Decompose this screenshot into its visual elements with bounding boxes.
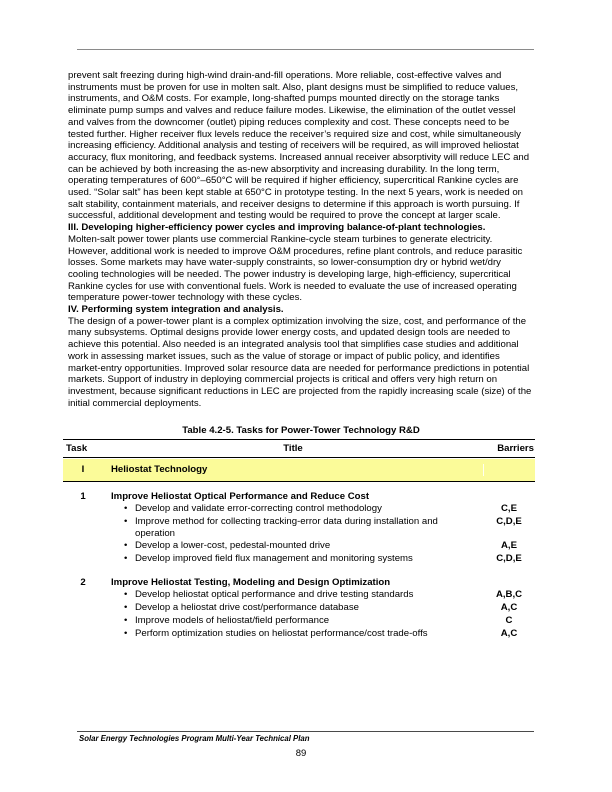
task-number: 1	[80, 490, 86, 502]
paragraph-system-integration: The design of a power-tower plant is a complex optimization involving the size, cost, and performance of the many subsystems. Optimal designs provide lower energy costs, and updated design tools are needed to achieve this potential. Also needed is an integrated analysis tool that simplifies case studies and additional work in assessing market issues, such as the value of storage or impact of public policy, and identifies market-entry opportunities. Improved solar resource data are needed for performance predictions in potential markets. Support of industry in deploying commercial projects is critical and offers very high return on investment, because significant reductions in LEC are projected from the rapidly increasing scale (size) of the initial commercial deployments.	[68, 315, 532, 409]
subtask-barriers: C,D,E	[496, 553, 522, 565]
subtask-barriers: C,E	[501, 503, 517, 515]
subtask-number-cell	[63, 503, 103, 515]
paragraph-power-cycles: Molten-salt power tower plants use commercial Rankine-cycle steam turbines to generate electricity. However, additional work is needed to improve O&M procedures, refine plant controls, and reduce parasitic losses. Some markets may have water-supply constraints, so lower-consumption dry or hybrid wet/dry cooling technologies will be needed. The power industry is developing large, high-efficiency, supercritical Rankine cycles for use with conventional fuels. Work is needed to evaluate the use of increased operating temperature power-tower technology with these cycles.	[68, 233, 523, 304]
subtask-number-cell	[63, 628, 103, 640]
subtask-number-cell	[63, 540, 103, 552]
subtask-row	[63, 540, 535, 552]
task-header-row	[63, 491, 535, 503]
subtask-row	[63, 628, 535, 640]
subtask-row	[63, 503, 535, 515]
column-header-barriers: Barriers	[497, 443, 534, 455]
task-items	[63, 503, 535, 565]
column-header-task: Task	[66, 443, 88, 455]
task-items	[63, 589, 535, 639]
subtask-row	[63, 553, 535, 565]
footer-document-title: Solar Energy Technologies Program Multi-Year Technical Plan	[79, 734, 310, 743]
task-barriers-cell	[483, 491, 535, 503]
task-barriers-cell	[483, 577, 535, 589]
subtask-row	[63, 516, 535, 539]
subtask-number-cell	[63, 615, 103, 627]
subtask-barriers: A,C	[500, 602, 518, 614]
subtask-text: • Develop and validate error-correcting control methodology	[103, 503, 483, 515]
section-numeral: I	[81, 463, 85, 475]
section-barriers-cell	[483, 464, 535, 476]
subtask-text: • Perform optimization studies on heliostat performance/cost trade-offs	[103, 628, 483, 640]
subtask-row	[63, 615, 535, 627]
subtask-text: • Improve models of heliostat/field performance	[103, 615, 483, 627]
subtask-text: • Develop a lower-cost, pedestal-mounted drive	[103, 540, 483, 552]
task-header-row	[63, 577, 535, 589]
rd-tasks-table	[63, 439, 535, 639]
subtask-row	[63, 589, 535, 601]
subtask-barriers: C	[505, 614, 513, 626]
subtask-barriers: A,E	[501, 540, 517, 552]
task-number: 2	[80, 576, 86, 588]
page-number: 89	[295, 748, 307, 759]
subtask-text: • Develop improved field flux management and monitoring systems	[103, 553, 483, 565]
table-task-group	[63, 577, 535, 640]
subtask-barriers: A,B,C	[495, 589, 523, 601]
table-header-row	[63, 440, 535, 458]
table-body	[63, 491, 535, 640]
table-task-group	[63, 491, 535, 565]
task-title: Improve Heliostat Testing, Modeling and Design Optimization	[111, 576, 391, 588]
column-header-title: Title	[283, 443, 303, 455]
table-section-row	[63, 459, 535, 482]
section-heading-3: III. Developing higher-efficiency power cycles and improving balance-of-plant technologies.	[68, 222, 486, 234]
subtask-number-cell	[63, 516, 103, 539]
subtask-number-cell	[63, 589, 103, 601]
subtask-text: • Develop a heliostat drive cost/performance database	[103, 602, 483, 614]
subtask-row	[63, 602, 535, 614]
subtask-text: • Improve method for collecting tracking-error data during installation and operation	[103, 516, 483, 539]
subtask-barriers: C,D,E	[496, 515, 522, 527]
paragraph-receiver-development: prevent salt freezing during high-wind drain-and-fill operations. More reliable, cost-effective valves and instruments must be proven for use in molten salt. Also, plant designs must be simplified to reduce values, instruments, and O&M costs. For example, long-shafted pumps mounted directly on the storage tanks eliminate pump sumps and valves and reduce failure modes. Likewise, the elimination of the outlet vessel and valves from the downcomer (outlet) piping reduces complexity and cost. These concepts need to be tested further. Higher receiver flux levels reduce the receiver’s required size and cost, while simultaneously increasing efficiency. Additional analysis and testing of receivers will be required, as will improved heliostat accuracy, flux monitoring, and feedback systems. Increased annual receiver absorptivity will reduce LEC and can be achieved by both increasing the as-new absorptivity and increasing durability. In the long term, operating temperatures of 600°–650°C will be required if higher efficiency, supercritical Rankine cycles are used. “Solar salt” has been kept stable at 650°C in prototype testing. In the next 5 years, work is needed on salt stability, containment materials, and receiver designs to determine if this approach is worth pursuing. If successful, additional development and testing would be required to prove the concept at larger scale.	[68, 70, 530, 222]
header-rule	[77, 49, 534, 50]
page-body	[68, 70, 534, 639]
task-title: Improve Heliostat Optical Performance and Reduce Cost	[111, 490, 370, 502]
subtask-number-cell	[63, 553, 103, 565]
section-title: Heliostat Technology	[111, 463, 208, 475]
footer-rule	[77, 731, 534, 732]
subtask-number-cell	[63, 602, 103, 614]
subtask-text: • Develop heliostat optical performance and drive testing standards	[103, 589, 483, 601]
subtask-barriers: A,C	[500, 627, 518, 639]
section-heading-4: IV. Performing system integration and analysis.	[68, 304, 284, 316]
table-caption: Table 4.2-5. Tasks for Power-Tower Technology R&D	[182, 425, 420, 437]
